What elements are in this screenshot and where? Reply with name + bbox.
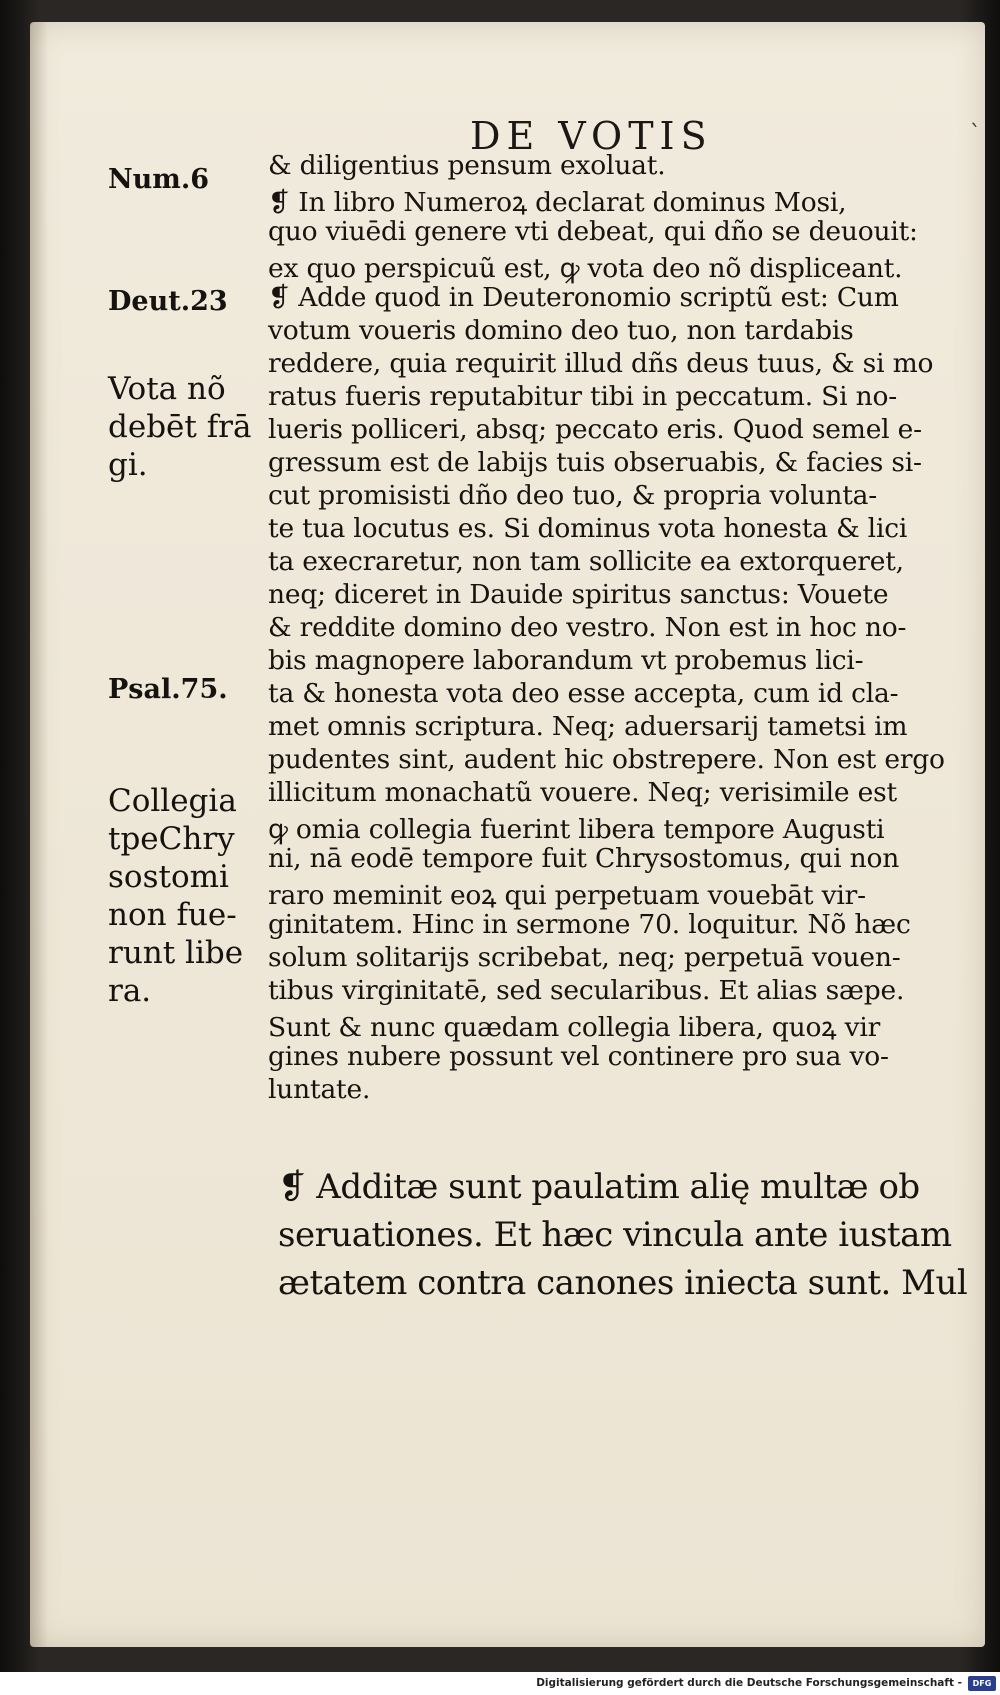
running-head: DE VOTIS	[470, 114, 713, 158]
body-line: & reddite domino deo vestro. Non est in hoc no-	[268, 612, 907, 643]
body-line: ex quo perspicuũ est, ꝙ vota deo nõ displiceant.	[268, 253, 903, 284]
body-line: quo viuēdi genere vti debeat, qui dño se deuouit:	[268, 216, 918, 247]
body-line: ratus fueris reputabitur tibi in peccatum. Si no-	[268, 381, 898, 412]
large-line: ætatem contra canones iniecta sunt. Mul	[278, 1263, 968, 1303]
body-line: illicitum monachatũ vouere. Neq; verisimile est	[268, 777, 897, 808]
body-line: neq; diceret in Dauide spiritus sanctus: Vouete	[268, 579, 889, 610]
sidenote-line: Psal.75.	[108, 674, 228, 705]
body-line: lueris polliceri, absq; peccato eris. Quod semel e-	[268, 414, 922, 445]
sidenote-collegia	[108, 782, 258, 1010]
body-line: ginitatem. Hinc in sermone 70. loquitur. Nõ hæc	[268, 909, 911, 940]
body-line: ni, nā eodē tempore fuit Chrysostomus, qui non	[268, 843, 900, 874]
body-line: ꝙ omia collegia fuerint libera tempore Augusti	[268, 814, 885, 845]
body-line: tibus virginitatē, sed secularibus. Et alias sæpe.	[268, 975, 905, 1006]
body-line: Sunt & nunc quædam collegia libera, quoꝝ vir	[268, 1012, 881, 1043]
body-line: pudentes sint, audent hic obstrepere. Non est ergo	[268, 744, 945, 775]
body-line: & diligentius pensum exoluat.	[268, 150, 666, 181]
sidenote-line: sostomi	[108, 859, 229, 895]
sidenote-psal	[108, 672, 258, 708]
sidenote-line: Collegia	[108, 783, 237, 819]
sidenote-line: Vota nõ	[108, 371, 226, 407]
footer-credit: Digitalisierung gefördert durch die Deutsche Forschungsgemeinschaft -	[536, 1677, 962, 1689]
sidenote-vota	[108, 370, 258, 484]
body-line: ❡ In libro Numeroꝝ declarat dominus Mosi,	[268, 187, 847, 218]
dfg-logo-icon: DFG	[968, 1676, 996, 1691]
body-line: cut promisisti dño deo tuo, & propria volunta-	[268, 480, 878, 511]
body-line: te tua locutus es. Si dominus vota honesta & lici	[268, 513, 908, 544]
body-line: reddere, quia requirit illud dñs deus tuus, & si mo	[268, 348, 934, 379]
body-line: bis magnopere laborandum vt probemus lici-	[268, 645, 864, 676]
body-line: ta & honesta vota deo esse accepta, cum id cla-	[268, 678, 899, 709]
large-line: seruationes. Et hæc vincula ante iustam	[278, 1215, 952, 1255]
corner-mark: ˋ	[970, 122, 981, 147]
body-line: solum solitarijs scribebat, neq; perpetuā vouen-	[268, 942, 901, 973]
sidenote-line: Num.6	[108, 164, 210, 195]
body-line: met omnis scriptura. Neq; aduersarij tametsi im	[268, 711, 908, 742]
sidenote-line: gi.	[108, 447, 148, 483]
body-line: gressum est de labijs tuis obseruabis, & facies si-	[268, 447, 922, 478]
sidenote-line: tpeChry	[108, 821, 235, 857]
sidenote-num	[108, 162, 258, 198]
body-line: raro meminit eoꝝ qui perpetuam vouebāt vir-	[268, 880, 866, 911]
sidenote-line: runt libe	[108, 935, 244, 971]
sidenote-line: Deut.23	[108, 286, 228, 317]
body-line: luntate.	[268, 1074, 371, 1105]
body-line: gines nubere possunt vel continere pro sua vo-	[268, 1041, 889, 1072]
sidenote-line: debēt frā	[108, 409, 252, 445]
digitization-footer	[0, 1672, 1000, 1695]
sidenote-deut	[108, 284, 258, 320]
sidenote-line: ra.	[108, 973, 152, 1009]
large-line: ❡ Additæ sunt paulatim alię multæ ob	[278, 1167, 920, 1207]
body-line: ❡ Adde quod in Deuteronomio scriptũ est: Cum	[268, 282, 899, 313]
body-line: votum voueris domino deo tuo, non tardabis	[268, 315, 854, 346]
body-line: ta execraretur, non tam sollicite ea extorqueret,	[268, 546, 904, 577]
sidenote-line: non fue-	[108, 897, 237, 933]
book-page	[30, 22, 985, 1647]
